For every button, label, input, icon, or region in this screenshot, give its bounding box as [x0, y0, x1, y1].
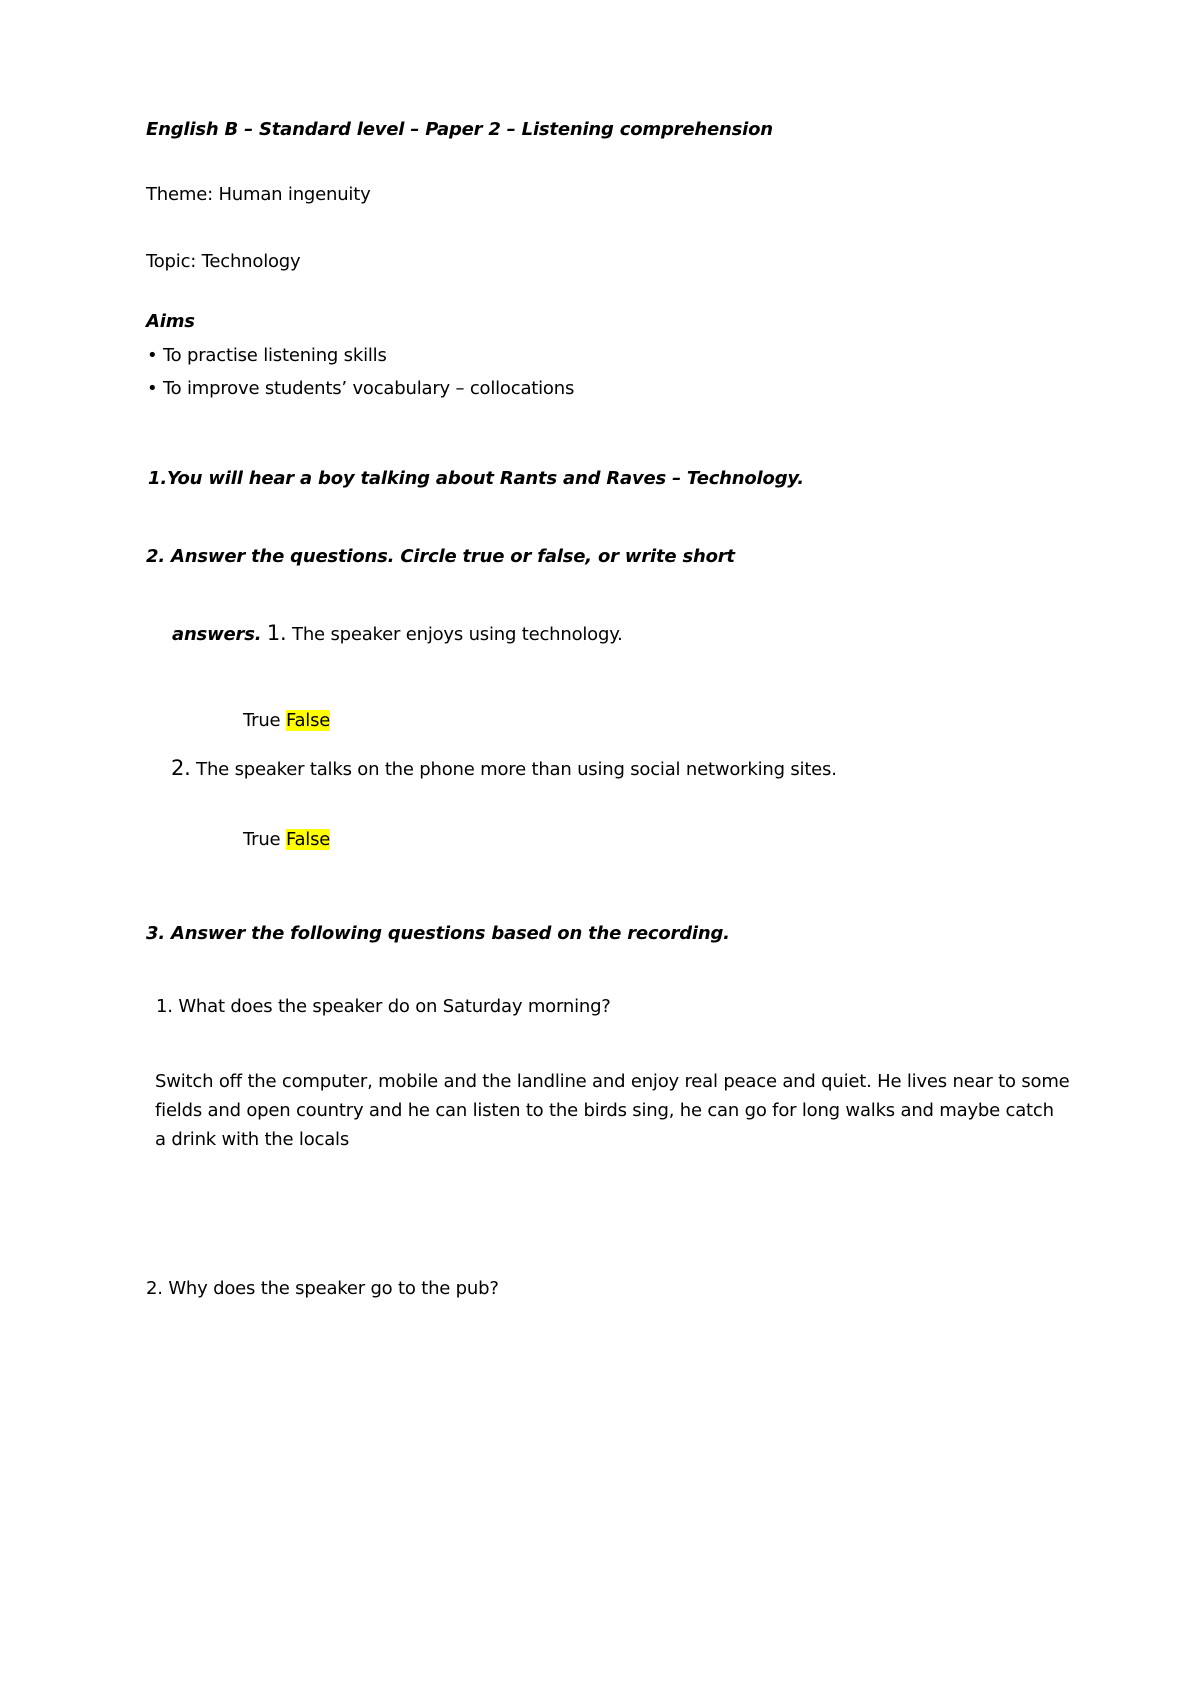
question-number: 1. [266, 621, 287, 645]
section3-answer-1: Switch off the computer, mobile and the landline and enjoy real peace and quiet. He lives near to some fields and open country and he can listen to the birds sing, he can go for long walks and maybe catch a drink with the locals [155, 1071, 1070, 1150]
option-false-highlighted[interactable]: False [285, 829, 331, 850]
true-false-options-2 [243, 828, 330, 852]
section3-heading: 3. Answer the following questions based on the recording. [146, 923, 730, 944]
question-text: Why does the speaker go to the pub? [168, 1278, 499, 1299]
question-number: 2. [171, 756, 191, 780]
true-false-options-1 [243, 709, 330, 733]
aim-item: • To practise listening skills [147, 345, 387, 366]
section2-question-1 [172, 621, 623, 647]
option-true[interactable]: True [243, 829, 281, 850]
section1-heading: 1.You will hear a boy talking about Rants and Raves – Technology. [148, 468, 804, 489]
question-text: What does the speaker do on Saturday morning? [178, 996, 611, 1017]
section2-heading: 2. Answer the questions. Circle true or false, or write short [146, 546, 735, 567]
question-text: The speaker talks on the phone more than using social networking sites. [196, 759, 837, 780]
aims-heading: Aims [146, 311, 195, 332]
document-title: English B – Standard level – Paper 2 – Listening comprehension [146, 119, 773, 140]
question-number: 2. [146, 1278, 163, 1299]
section3-question-1 [156, 995, 611, 1019]
option-true[interactable]: True [243, 710, 281, 731]
theme-line: Theme: Human ingenuity [146, 184, 371, 205]
topic-line: Topic: Technology [146, 251, 301, 272]
section3-question-2 [146, 1277, 499, 1301]
aim-item: • To improve students’ vocabulary – collocations [147, 378, 575, 399]
section2-heading-continued: answers. [172, 624, 262, 645]
question-number: 1. [156, 996, 173, 1017]
option-false-highlighted[interactable]: False [285, 710, 331, 731]
question-text: The speaker enjoys using technology. [292, 624, 623, 645]
section2-question-2 [171, 756, 837, 782]
